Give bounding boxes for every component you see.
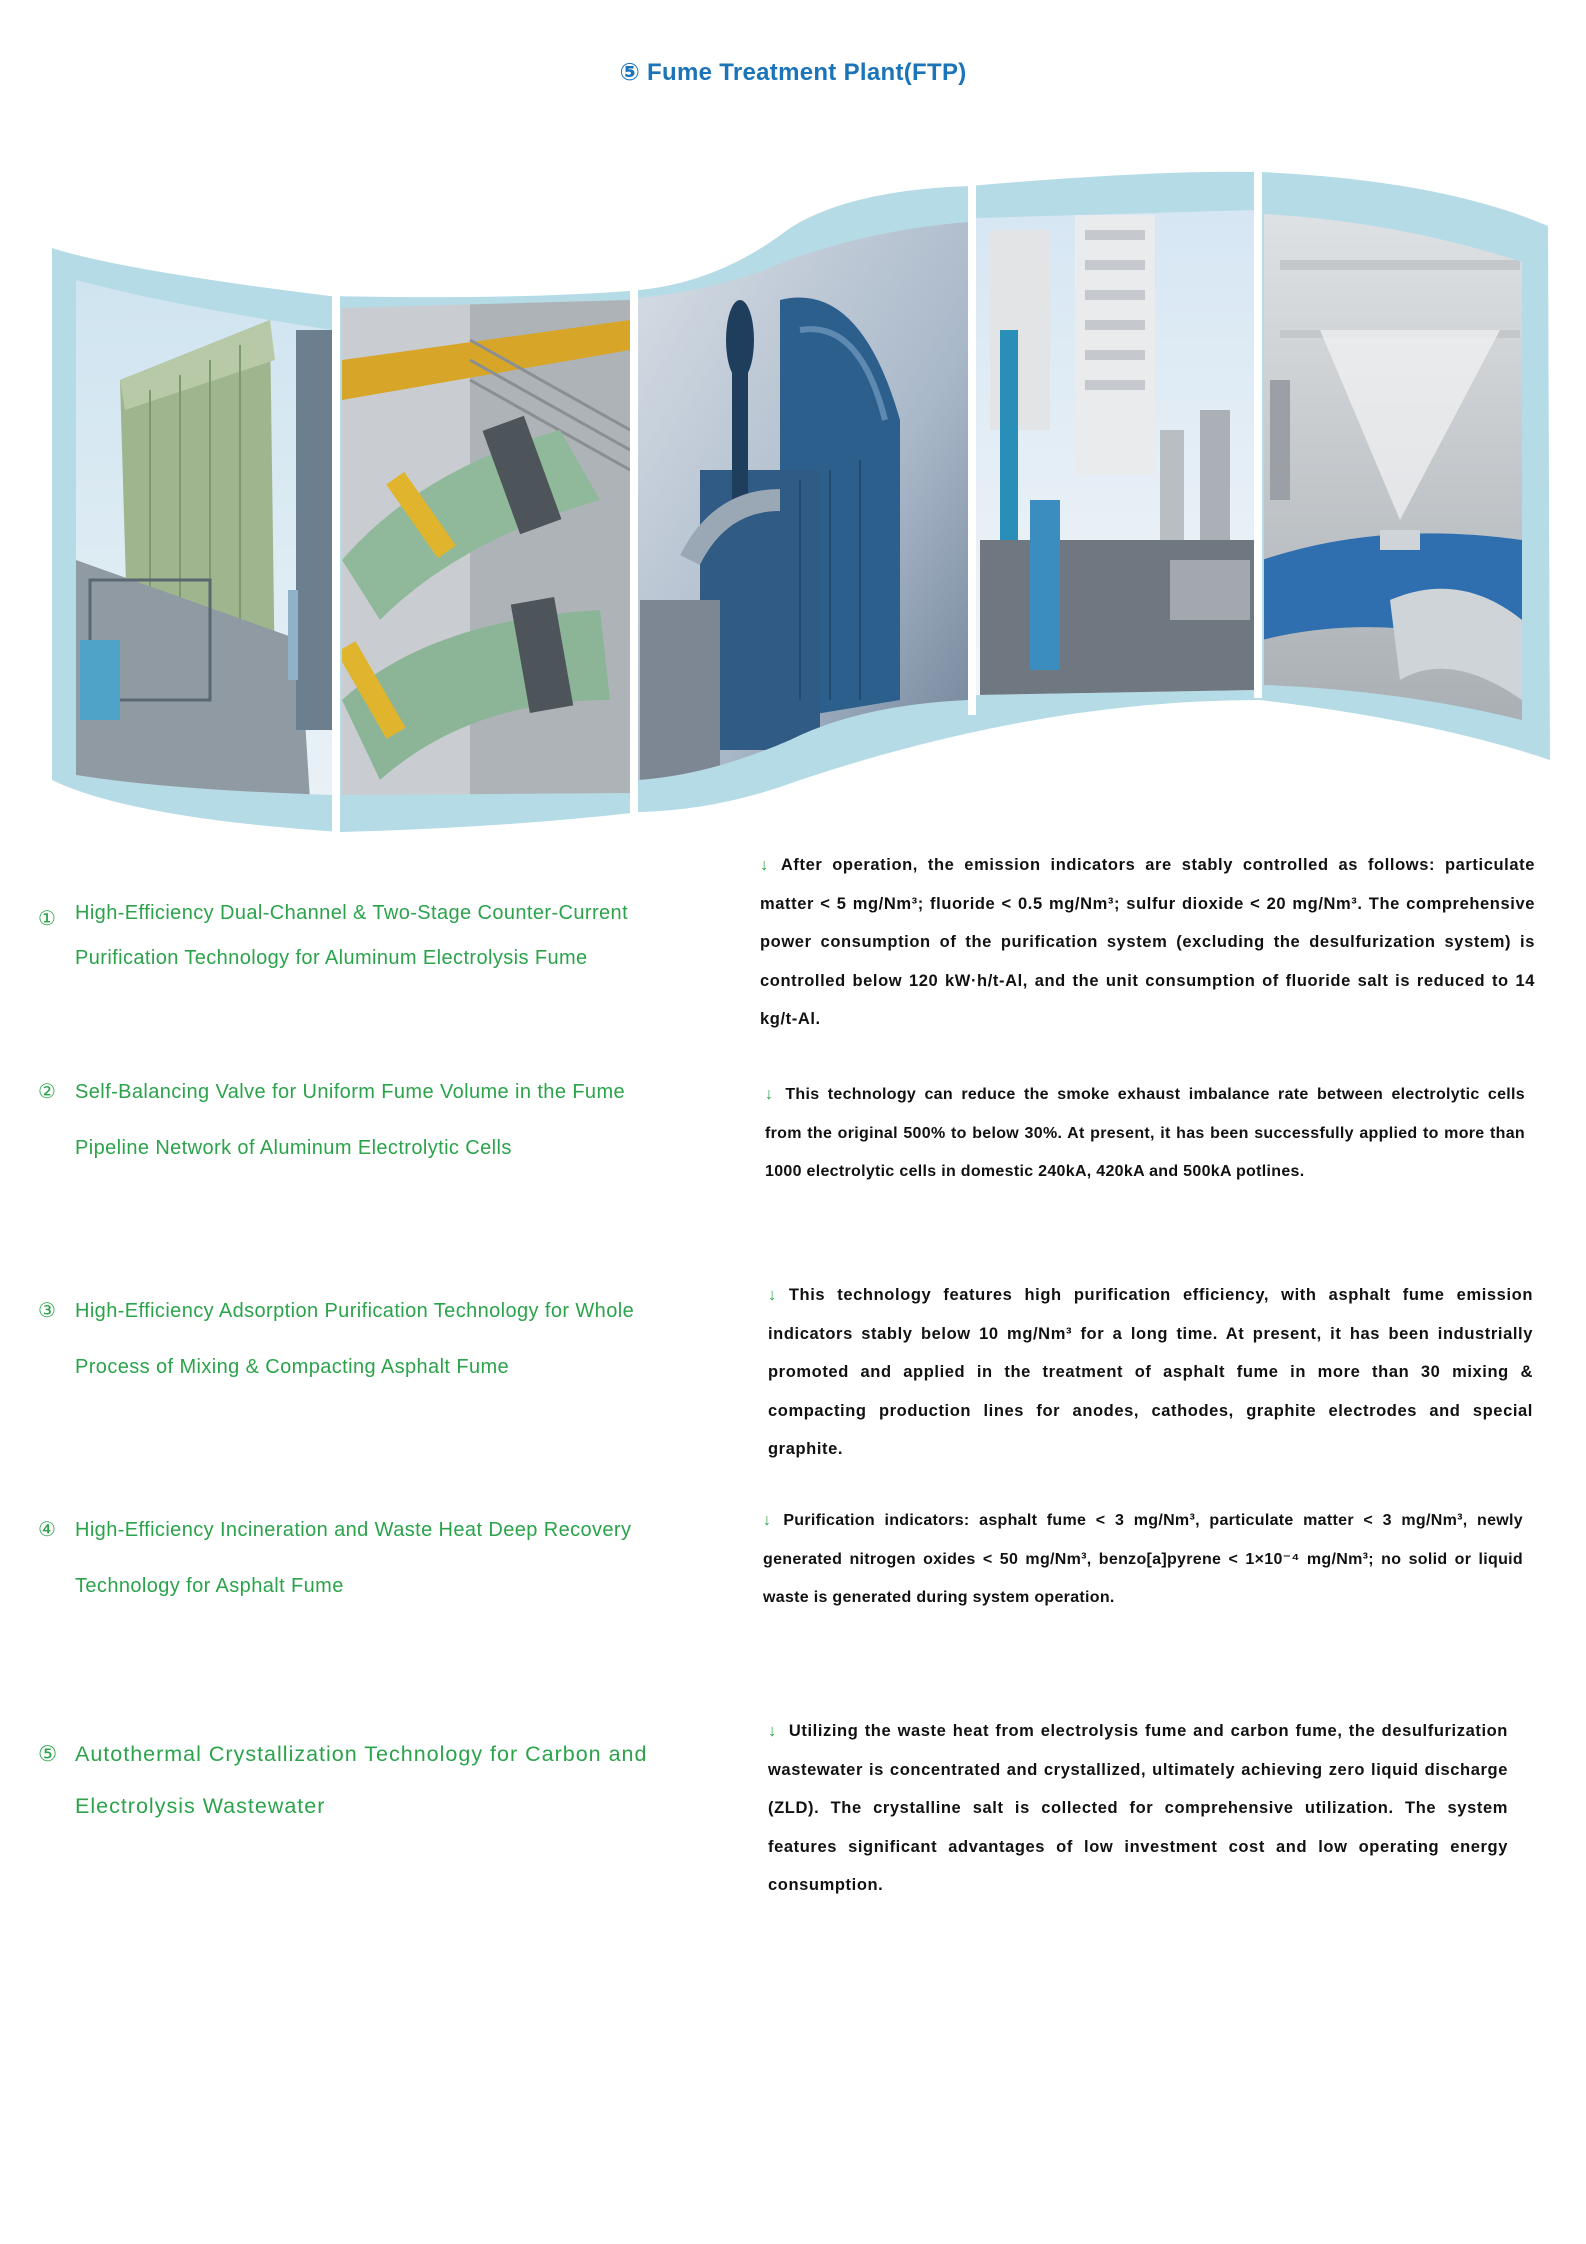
tech-4-title-text: High-Efficiency Incineration and Waste Heat Deep Recovery Technology for Asphalt Fume	[75, 1519, 632, 1597]
down-arrow-icon: ↓	[760, 856, 769, 874]
tech-1-title	[38, 891, 678, 981]
down-arrow-icon: ↓	[763, 1512, 772, 1529]
tech-1-description	[760, 846, 1535, 1039]
tech-2-title	[38, 1064, 678, 1176]
tech-5-number: ⑤	[38, 1742, 59, 1766]
tech-4-description-text: Purification indicators: asphalt fume < 3 mg/Nm³, particulate matter < 3 mg/Nm³, newly generated nitrogen oxides < 50 mg/Nm³, benzo[a]pyrene < 1×10⁻⁴ mg/Nm³; no solid or liquid waste is generated during system operation.	[763, 1512, 1523, 1606]
tech-1-number: ①	[38, 908, 57, 930]
down-arrow-icon: ↓	[765, 1086, 774, 1103]
photo-gallery	[0, 0, 1586, 840]
tech-4-number: ④	[38, 1519, 57, 1541]
tech-4-title	[38, 1502, 678, 1614]
tech-3-number: ③	[38, 1300, 57, 1322]
page-title: ⑤ Fume Treatment Plant(FTP)	[619, 59, 967, 86]
down-arrow-icon: ↓	[768, 1722, 777, 1740]
photo-plant-towers	[970, 205, 1260, 700]
tech-2-number: ②	[38, 1081, 57, 1103]
tech-1-description-text: After operation, the emission indicators are stably controlled as follows: particulate matter < 5 mg/Nm³; fluoride < 0.5 mg/Nm³; sulfur dioxide < 20 mg/Nm³. The comprehensive power consumption of the purification system (excluding the desulfurization system) is controlled below 120 kW·h/t-Al, and the unit consumption of fluoride salt is reduced to 14 kg/t-Al.	[760, 856, 1535, 1028]
tech-1-title-text: High-Efficiency Dual-Channel & Two-Stage Counter-Current Purification Technology for Aluminum Electrolysis Fume	[75, 902, 629, 969]
tech-5-title	[38, 1728, 678, 1832]
tech-2-title-text: Self-Balancing Valve for Uniform Fume Volume in the Fume Pipeline Network of Aluminum Electrolytic Cells	[75, 1081, 626, 1159]
tech-3-description	[768, 1276, 1533, 1469]
tech-2-description-text: This technology can reduce the smoke exhaust imbalance rate between electrolytic cells from the original 500% to below 30%. At present, it has been successfully applied to more than 1000 electrolytic cells in domestic 240kA, 420kA and 500kA potlines.	[765, 1086, 1525, 1180]
tech-4-description	[763, 1502, 1523, 1618]
down-arrow-icon: ↓	[768, 1286, 777, 1304]
photo-dual-channel-unit	[70, 270, 340, 800]
tech-3-title-text: High-Efficiency Adsorption Purification Technology for Whole Process of Mixing & Compacting Asphalt Fume	[75, 1300, 635, 1378]
tech-5-description	[768, 1712, 1508, 1905]
tech-2-description	[765, 1076, 1525, 1192]
tech-3-description-text: This technology features high purification efficiency, with asphalt fume emission indicators stably below 10 mg/Nm³ for a long time. At present, it has been industrially promoted and applied in the treatment of asphalt fume in more than 30 mixing & compacting production lines for anodes, cathodes, graphite electrodes and special graphite.	[768, 1286, 1533, 1458]
photo-spray-nozzle	[1260, 210, 1530, 730]
tech-3-title	[38, 1283, 678, 1395]
tech-5-title-text: Autothermal Crystallization Technology for Carbon and Electrolysis Wastewater	[75, 1742, 648, 1818]
tech-5-description-text: Utilizing the waste heat from electrolysis fume and carbon fume, the desulfurization wastewater is concentrated and crystallized, ultimately achieving zero liquid discharge (ZLD). The crystalline salt is collected for comprehensive utilization. The system features significant advantages of low investment cost and low operating energy consumption.	[768, 1722, 1508, 1894]
photo-fume-pipeline-valves	[336, 300, 640, 800]
